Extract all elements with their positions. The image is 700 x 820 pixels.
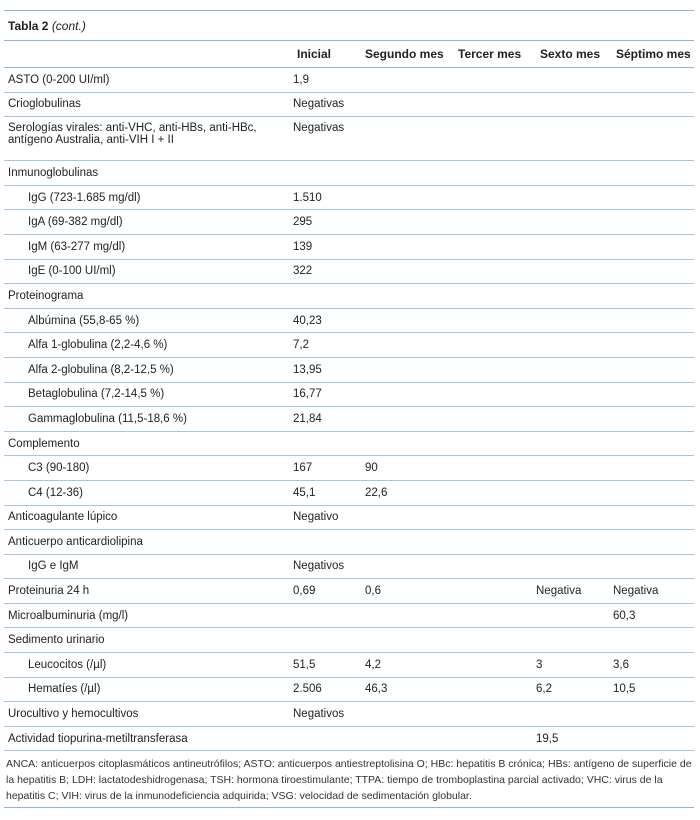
cell-tercer-mes <box>453 357 536 382</box>
cell-inicial: Negativo <box>293 505 365 530</box>
table-row <box>4 161 694 186</box>
cell-sexto-mes <box>536 407 613 432</box>
row-label: Crioglobulinas <box>4 92 293 117</box>
cell-septimo-mes <box>613 185 694 210</box>
cell-tercer-mes <box>453 628 536 653</box>
cell-sexto-mes <box>536 480 613 505</box>
row-label: C3 (90-180) <box>4 456 293 481</box>
cell-septimo-mes <box>613 284 694 309</box>
row-label: Microalbuminuria (mg/l) <box>4 603 293 628</box>
table-row <box>4 456 694 481</box>
cell-septimo-mes <box>613 628 694 653</box>
cell-sexto-mes <box>536 308 613 333</box>
cell-inicial <box>293 726 365 751</box>
cell-tercer-mes <box>453 677 536 702</box>
row-label: IgG e IgM <box>4 554 293 579</box>
cell-septimo-mes <box>613 382 694 407</box>
cell-tercer-mes <box>453 407 536 432</box>
cell-segundo-mes <box>365 628 453 653</box>
cell-septimo-mes <box>613 726 694 751</box>
table-row <box>4 702 694 727</box>
cell-segundo-mes <box>365 117 453 161</box>
cell-tercer-mes <box>453 431 536 456</box>
row-label: Actividad tiopurina-metiltransferasa <box>4 726 293 751</box>
row-label: Gammaglobulina (11,5-18,6 %) <box>4 407 293 432</box>
row-label: Proteinuria 24 h <box>4 579 293 604</box>
cell-inicial <box>293 284 365 309</box>
cell-tercer-mes <box>453 333 536 358</box>
cell-sexto-mes <box>536 259 613 284</box>
cell-inicial: 322 <box>293 259 365 284</box>
table-row <box>4 407 694 432</box>
cell-segundo-mes <box>365 308 453 333</box>
row-label: Alfa 2-globulina (8,2-12,5 %) <box>4 357 293 382</box>
table-row <box>4 530 694 555</box>
cell-septimo-mes: 3,6 <box>613 653 694 678</box>
cell-sexto-mes <box>536 185 613 210</box>
cell-inicial: 2.506 <box>293 677 365 702</box>
table-row <box>4 382 694 407</box>
row-label: Hematíes (/µl) <box>4 677 293 702</box>
cell-septimo-mes <box>613 308 694 333</box>
row-label: Albúmina (55,8-65 %) <box>4 308 293 333</box>
cell-sexto-mes <box>536 161 613 186</box>
table-row <box>4 726 694 751</box>
cell-inicial: 40,23 <box>293 308 365 333</box>
cell-tercer-mes <box>453 702 536 727</box>
cell-inicial <box>293 603 365 628</box>
table-caption <box>8 19 86 33</box>
cell-tercer-mes <box>453 480 536 505</box>
table-row <box>4 579 694 604</box>
cell-segundo-mes <box>365 530 453 555</box>
cell-tercer-mes <box>453 92 536 117</box>
cell-inicial: 16,77 <box>293 382 365 407</box>
cell-septimo-mes <box>613 333 694 358</box>
cell-segundo-mes <box>365 702 453 727</box>
cell-inicial: 21,84 <box>293 407 365 432</box>
table-row <box>4 259 694 284</box>
cell-sexto-mes <box>536 284 613 309</box>
cell-tercer-mes <box>453 284 536 309</box>
cell-sexto-mes: Negativa <box>536 579 613 604</box>
cell-segundo-mes: 22,6 <box>365 480 453 505</box>
col-header-tercer-mes: Tercer mes <box>458 47 522 61</box>
cell-inicial: Negativos <box>293 702 365 727</box>
col-header-sexto-mes: Sexto mes <box>540 47 601 61</box>
cell-segundo-mes <box>365 161 453 186</box>
cell-septimo-mes <box>613 530 694 555</box>
row-label: Alfa 1-globulina (2,2-4,6 %) <box>4 333 293 358</box>
cell-segundo-mes <box>365 210 453 235</box>
row-label: Anticuerpo anticardiolipina <box>4 530 293 555</box>
cell-sexto-mes <box>536 210 613 235</box>
cell-septimo-mes: Negativa <box>613 579 694 604</box>
cell-inicial <box>293 628 365 653</box>
cell-septimo-mes <box>613 407 694 432</box>
row-label: Anticoagulante lúpico <box>4 505 293 530</box>
cell-segundo-mes <box>365 505 453 530</box>
table-row <box>4 185 694 210</box>
cell-septimo-mes: 60,3 <box>613 603 694 628</box>
cell-sexto-mes <box>536 234 613 259</box>
cell-septimo-mes <box>613 702 694 727</box>
cell-sexto-mes <box>536 505 613 530</box>
cell-tercer-mes <box>453 653 536 678</box>
col-header-septimo-mes: Séptimo mes <box>616 47 691 61</box>
row-label: Urocultivo y hemocultivos <box>4 702 293 727</box>
table-row <box>4 68 694 92</box>
cell-segundo-mes <box>365 726 453 751</box>
table-body <box>4 68 694 751</box>
table-row <box>4 628 694 653</box>
cell-sexto-mes <box>536 382 613 407</box>
cell-sexto-mes <box>536 357 613 382</box>
cell-sexto-mes: 19,5 <box>536 726 613 751</box>
cell-septimo-mes <box>613 259 694 284</box>
col-header-inicial: Inicial <box>297 47 332 61</box>
cell-septimo-mes <box>613 456 694 481</box>
cell-inicial: 139 <box>293 234 365 259</box>
cell-sexto-mes <box>536 628 613 653</box>
cell-sexto-mes <box>536 702 613 727</box>
row-label: IgG (723-1.685 mg/dl) <box>4 185 293 210</box>
cell-sexto-mes <box>536 431 613 456</box>
cell-tercer-mes <box>453 68 536 92</box>
lab-results-table <box>4 68 694 751</box>
table-row <box>4 234 694 259</box>
cell-septimo-mes <box>613 431 694 456</box>
cell-tercer-mes <box>453 185 536 210</box>
cell-segundo-mes <box>365 92 453 117</box>
cell-tercer-mes <box>453 259 536 284</box>
table-row <box>4 308 694 333</box>
bottom-rule <box>4 807 694 808</box>
table-row <box>4 603 694 628</box>
cell-tercer-mes <box>453 505 536 530</box>
cell-inicial: 295 <box>293 210 365 235</box>
table-row <box>4 505 694 530</box>
cell-septimo-mes <box>613 234 694 259</box>
cell-sexto-mes: 3 <box>536 653 613 678</box>
cell-tercer-mes <box>453 210 536 235</box>
row-label: IgA (69-382 mg/dl) <box>4 210 293 235</box>
cell-segundo-mes <box>365 333 453 358</box>
cell-segundo-mes <box>365 68 453 92</box>
cell-sexto-mes <box>536 68 613 92</box>
table-row <box>4 333 694 358</box>
cell-tercer-mes <box>453 161 536 186</box>
table-row <box>4 653 694 678</box>
row-label: Serologías virales: anti-VHC, anti-HBs, anti-HBc, antígeno Australia, anti-VIH I + II <box>4 117 293 161</box>
cell-sexto-mes <box>536 603 613 628</box>
cell-tercer-mes <box>453 530 536 555</box>
cell-sexto-mes <box>536 554 613 579</box>
cell-segundo-mes <box>365 357 453 382</box>
cell-inicial: 51,5 <box>293 653 365 678</box>
cell-segundo-mes <box>365 407 453 432</box>
cell-sexto-mes <box>536 530 613 555</box>
cell-septimo-mes <box>613 505 694 530</box>
cell-tercer-mes <box>453 117 536 161</box>
cell-inicial: 1,9 <box>293 68 365 92</box>
cell-segundo-mes <box>365 259 453 284</box>
top-rule <box>4 10 694 11</box>
row-label: Inmunoglobulinas <box>4 161 293 186</box>
cell-tercer-mes <box>453 456 536 481</box>
table-row <box>4 480 694 505</box>
cell-inicial: 45,1 <box>293 480 365 505</box>
cell-inicial: Negativas <box>293 92 365 117</box>
cell-segundo-mes: 90 <box>365 456 453 481</box>
row-label: Betaglobulina (7,2-14,5 %) <box>4 382 293 407</box>
cell-segundo-mes <box>365 185 453 210</box>
table-row <box>4 357 694 382</box>
cell-segundo-mes <box>365 554 453 579</box>
cell-septimo-mes <box>613 161 694 186</box>
cell-inicial: 0,69 <box>293 579 365 604</box>
cell-tercer-mes <box>453 579 536 604</box>
cell-inicial <box>293 530 365 555</box>
row-label: Leucocitos (/µl) <box>4 653 293 678</box>
row-label: Proteinograma <box>4 284 293 309</box>
cell-sexto-mes: 6,2 <box>536 677 613 702</box>
table-row <box>4 554 694 579</box>
cell-sexto-mes <box>536 117 613 161</box>
cell-sexto-mes <box>536 456 613 481</box>
cell-sexto-mes <box>536 333 613 358</box>
cell-septimo-mes <box>613 357 694 382</box>
table-row <box>4 284 694 309</box>
cell-segundo-mes: 4,2 <box>365 653 453 678</box>
cell-inicial: Negativos <box>293 554 365 579</box>
cell-tercer-mes <box>453 603 536 628</box>
cell-septimo-mes <box>613 68 694 92</box>
caption-rule <box>4 40 694 41</box>
cell-segundo-mes: 0,6 <box>365 579 453 604</box>
cell-sexto-mes <box>536 92 613 117</box>
cell-inicial: Negativas <box>293 117 365 161</box>
cell-septimo-mes <box>613 117 694 161</box>
cell-segundo-mes <box>365 234 453 259</box>
cell-inicial <box>293 161 365 186</box>
cell-inicial: 167 <box>293 456 365 481</box>
cell-inicial: 1.510 <box>293 185 365 210</box>
cell-inicial <box>293 431 365 456</box>
cell-tercer-mes <box>453 554 536 579</box>
cell-segundo-mes: 46,3 <box>365 677 453 702</box>
cell-inicial: 13,95 <box>293 357 365 382</box>
table-subtitle: (cont.) <box>51 19 86 33</box>
table-title: Tabla 2 <box>8 19 49 33</box>
table-row <box>4 677 694 702</box>
cell-tercer-mes <box>453 234 536 259</box>
cell-septimo-mes <box>613 480 694 505</box>
table-row <box>4 92 694 117</box>
cell-segundo-mes <box>365 431 453 456</box>
cell-septimo-mes <box>613 92 694 117</box>
cell-segundo-mes <box>365 382 453 407</box>
col-header-segundo-mes: Segundo mes <box>365 47 444 61</box>
table-row <box>4 431 694 456</box>
cell-inicial: 7,2 <box>293 333 365 358</box>
cell-tercer-mes <box>453 382 536 407</box>
row-label: Complemento <box>4 431 293 456</box>
footnote: ANCA: anticuerpos citoplasmáticos antineutrófilos; ASTO: anticuerpos antiestreptolisina O; HBc: hepatitis B crónica; HBs: antígeno de superficie de la hepatitis B; LDH: lactatodeshidrogenasa; TSH: hormona tiroestimulante; TTPA: tiempo de tromboplastina parcial activado; VHC: virus de la hepatitis C; VIH: virus de la inmunodeficiencia adquirida; VSG: velocidad de sedimentación globular. <box>6 758 692 802</box>
table-row <box>4 117 694 161</box>
row-label: IgM (63-277 mg/dl) <box>4 234 293 259</box>
cell-tercer-mes <box>453 726 536 751</box>
row-label: C4 (12-36) <box>4 480 293 505</box>
row-label: Sedimento urinario <box>4 628 293 653</box>
row-label: ASTO (0-200 UI/ml) <box>4 68 293 92</box>
table-row <box>4 210 694 235</box>
row-label: IgE (0-100 UI/ml) <box>4 259 293 284</box>
cell-segundo-mes <box>365 284 453 309</box>
cell-septimo-mes <box>613 554 694 579</box>
cell-segundo-mes <box>365 603 453 628</box>
cell-septimo-mes <box>613 210 694 235</box>
cell-tercer-mes <box>453 308 536 333</box>
cell-septimo-mes: 10,5 <box>613 677 694 702</box>
